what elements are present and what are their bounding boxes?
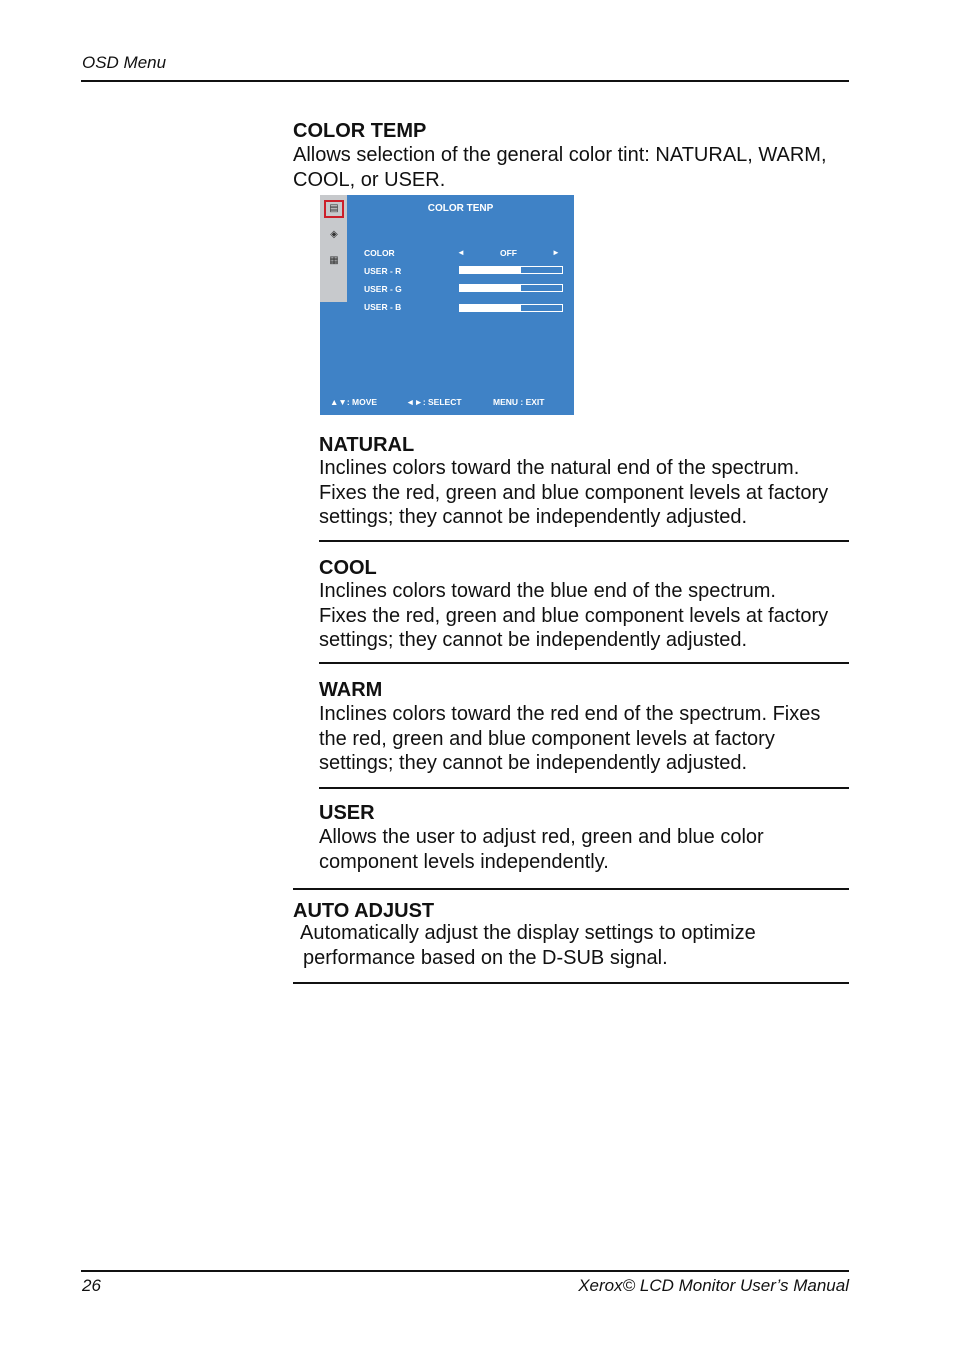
page-number: 26 [82, 1276, 101, 1295]
warm-line: settings; they cannot be independently adjusted. [319, 752, 748, 774]
running-header: OSD Menu [82, 53, 167, 72]
osd-user-b-label: USER - B [364, 302, 402, 312]
footer-rule [81, 1270, 849, 1272]
osd-user-r-slider [459, 266, 563, 274]
right-arrow-icon: ► [552, 248, 560, 257]
color-temp-line: Allows selection of the general color tint: NATURAL, WARM, [293, 144, 827, 166]
color-temp-line: COOL, or USER. [293, 168, 446, 191]
section-divider [293, 888, 849, 890]
user-line: Allows the user to adjust red, green and blue color [319, 826, 764, 848]
slider-fill [460, 305, 521, 311]
cool-line: Inclines colors toward the blue end of the spectrum. [319, 580, 776, 602]
osd-select-hint: ◄►: SELECT [406, 397, 462, 407]
auto-adjust-line: Automatically adjust the display settings to optimize [300, 922, 756, 944]
grid-icon: ▦ [329, 255, 339, 266]
left-arrow-icon: ◄ [457, 248, 465, 257]
slider-fill [460, 267, 521, 273]
warm-line: Inclines colors toward the red end of the spectrum. Fixes [319, 703, 821, 725]
natural-line: Fixes the red, green and blue component levels at factory [319, 481, 829, 504]
cool-line: settings; they cannot be independently adjusted. [319, 629, 748, 651]
header-rule [81, 80, 849, 82]
osd-move-hint: ▲▼: MOVE [330, 397, 378, 407]
cool-heading: COOL [319, 557, 377, 579]
section-divider [293, 982, 849, 984]
osd-user-r-label: USER - R [364, 266, 402, 276]
osd-color-value: OFF [500, 248, 517, 258]
auto-adjust-icon: ◈ [330, 229, 338, 240]
section-divider [319, 540, 849, 542]
color-temp-description [293, 143, 827, 192]
slider-fill [460, 285, 521, 291]
section-divider [319, 662, 849, 664]
cool-description [319, 579, 828, 653]
osd-user-b-slider [459, 304, 563, 312]
user-line: component levels independently. [319, 850, 609, 873]
osd-sidebar [320, 195, 347, 302]
warm-description [319, 702, 820, 776]
color-temp-heading: COLOR TEMP [293, 120, 427, 142]
osd-user-g-label: USER - G [364, 284, 402, 294]
osd-title: COLOR TENP [427, 203, 494, 214]
section-divider [319, 787, 849, 789]
auto-adjust-heading: AUTO ADJUST [293, 900, 435, 922]
natural-heading: NATURAL [319, 434, 415, 456]
warm-line: the red, green and blue component levels at factory [319, 727, 775, 750]
user-description [319, 825, 764, 874]
auto-adjust-line: performance based on the D-SUB signal. [303, 946, 668, 969]
user-heading: USER [319, 802, 375, 824]
natural-line: Inclines colors toward the natural end of the spectrum. [319, 457, 800, 479]
osd-exit-hint: MENU : EXIT [493, 397, 545, 407]
natural-line: settings; they cannot be independently adjusted. [319, 506, 748, 528]
warm-heading: WARM [319, 679, 383, 701]
manual-title: Xerox© LCD Monitor User’s Manual [578, 1276, 849, 1295]
auto-adjust-description [300, 921, 756, 970]
osd-menu-screenshot [320, 195, 574, 415]
cool-line: Fixes the red, green and blue component levels at factory [319, 604, 829, 627]
osd-user-g-slider [459, 284, 563, 292]
color-temp-icon: ▤ [324, 200, 344, 218]
natural-description [319, 456, 828, 530]
osd-color-label: COLOR [364, 248, 395, 258]
